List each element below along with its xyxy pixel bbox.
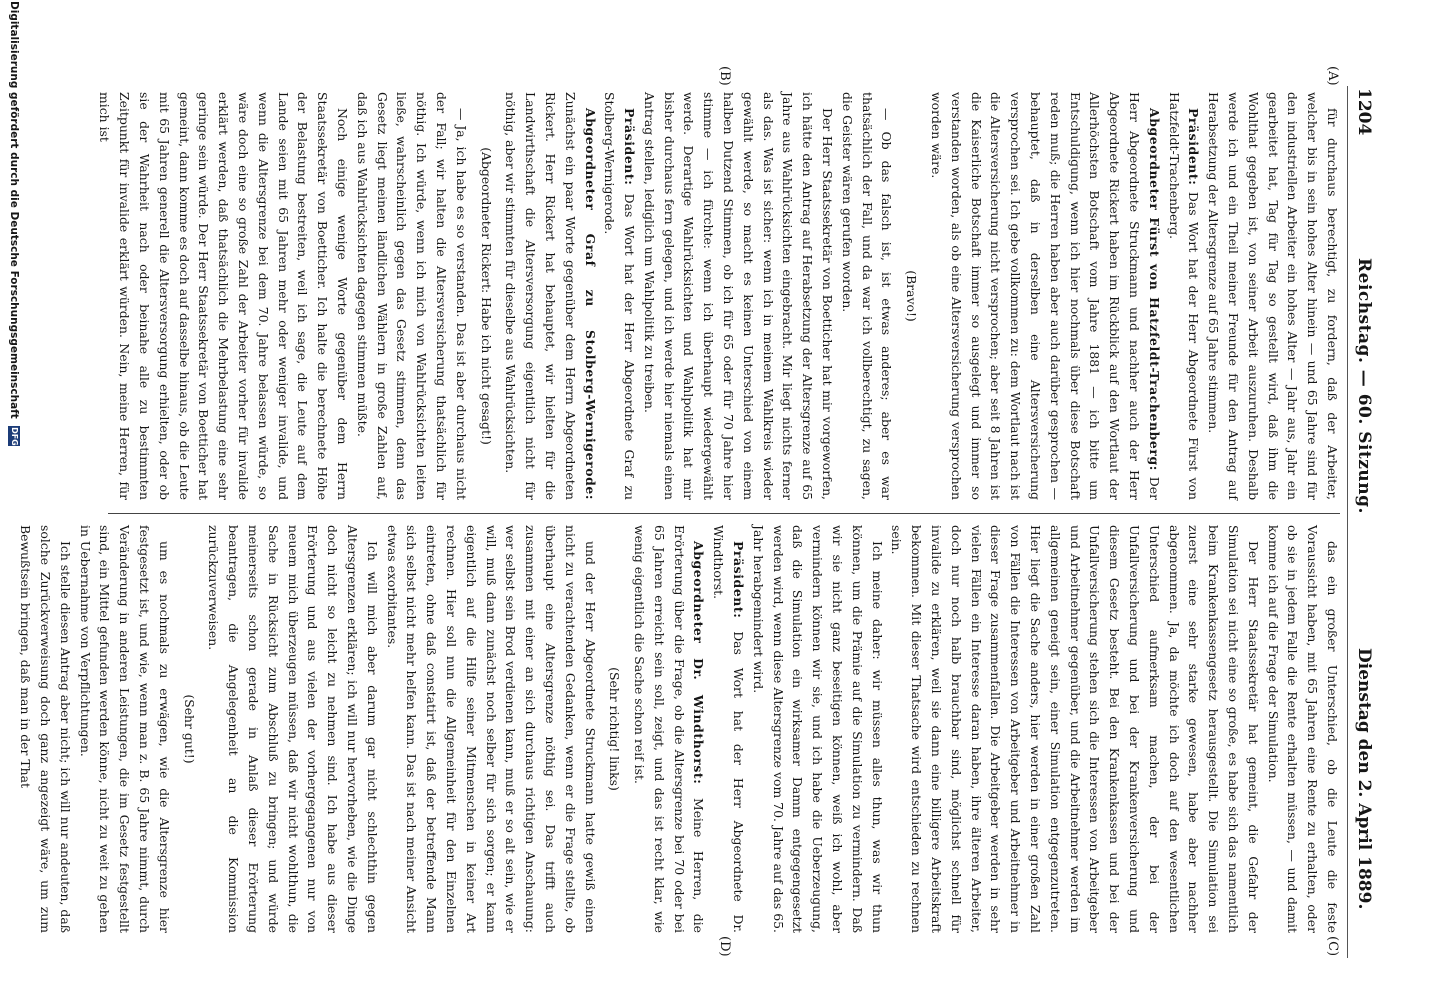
interjection: (Sehr richtig! links) (607, 667, 623, 791)
page-title: Reichstag. — 60. Sitzung. (1354, 258, 1374, 514)
footer-text: Digitalisierung gefördert durch die Deutsche Forschungsgemeinschaft (8, 1, 20, 419)
speech-paragraph (1164, 92, 1204, 500)
speech-text: Meine Herren, die Erörterung über die Frage, ob die Altersgrenze bei 70 oder bei 65 Jahren erreicht sein soll, zeigt, und das ist recht klar, wie wenig eigentlich die Sache schon reif ist. (632, 525, 707, 933)
speaker-name: Abgeordneter Dr. Windthorst: (691, 541, 707, 785)
speech-paragraph (501, 92, 600, 500)
session-date: Dienstag den 2. April 1889. (1354, 648, 1374, 910)
speech-paragraph (600, 92, 640, 500)
margin-mark-a: (A) (1325, 66, 1340, 86)
interjection: (Bravo!) (904, 270, 920, 322)
speaker-name: Abgeordneter Fürst von Hatzfeldt-Trachenberg: (1146, 108, 1162, 471)
speaker-name: Präsident: (1186, 108, 1202, 186)
body-paragraph: und der Herr Abgeordnete Struckmann hatte gewiß einen nicht zu verachtenden Gedanken, wenn er die Frage stellte, ob überhaupt eine Altersgrenze nöthig sei. Das trifft auch zusammen mit einer an sich durchaus richtigen Anschauung: wer selbst sein Brod verdienen kann, muß er so alt sein, wie er will, muß dann zunächst noch selber für sich sorgen; er kann eigentlich auf die Hilfe seiner Mitmenschen in keiner Art rechnen. Hier soll nun die Allgemeinheit für den Einzelnen eintreten, ohne daß constatirt ist, daß der betreffende Mann sich selbst nicht mehr helfen kann. Das ist nach meiner Ansicht etwas exorbitantes. (384, 525, 598, 933)
body-paragraph: das ein großer Unterschied, ob die Leute die feste Voraussicht haben, mit 65 Jahren eine Rente zu erhalten, oder ob sie in jedem Falle die Rente erhalten müssen, — und damit komme ich auf die Frage der Simulation. (1265, 525, 1340, 933)
speech-text: Das Wort hat der Herr Abgeordnete Graf zu Stolberg-Wernigerode. (602, 92, 638, 500)
speech-paragraph (926, 92, 1164, 500)
body-paragraph: — Ja, ich habe es so verstanden. Das ist aber durchaus nicht der Fall; wir halten die Altersversicherung thatsächlich für nöthig. Ich würde, wenn ich mich von Wahlrücksichten leiten ließe, wahrscheinlich gegen das Gesetz stimmen, denn das Gesetz liegt meinen ländlichen Wählern in große Zahlen auf, daß ich aus Wahlrücksichten dagegen stimmen müßte. (354, 92, 469, 500)
margin-mark-d: (D) (717, 936, 732, 957)
speech-paragraph (709, 525, 749, 933)
body-paragraph: für durchaus berechtigt, zu fordern, daß der Arbeiter, welcher bis in sein hohes Alter hinein — und 65 Jahre sind für den industriellen Arbeiter ein hohes Alter — Jahr aus, Jahr ein gearbeitet hat, Tag für Tag so gestellt wird, daß ihm die Wohlthat gegeben ist, von seiner Arbeit auszuruhen. Deshalb werde ich und ein Theil meiner Freunde für den Antrag auf Herabsetzung der Altersgrenze auf 65 Jahre stimmen. (1206, 92, 1340, 500)
left-column (97, 92, 1342, 500)
speaker-name: Präsident: (731, 541, 747, 619)
body-paragraph: Ich stelle diesen Antrag aber nicht; ich will nur andeuten, daß solche Zurückverweisung doch ganz angezeigt wäre, um zum Bewußtsein bringen, daß man in der That (18, 525, 73, 933)
body-paragraph: um es nochmals zu erwägen, wie die Altersgrenze hier festgesetzt ist, und wie, wenn man z. B. 65 Jahre nimmt, durch Veränderung in anderen Leistungen, die im Gesetz festgestellt sind, ein Mittel gefunden werden könne, nicht zu weit zu gehen in Uebernahme von Verpflichtungen. (77, 525, 172, 933)
speaker-name: Abgeordneter Graf zu Stolberg-Wernigerode: (582, 108, 598, 500)
speech-text: Der Herr Abgeordnete Struckmann und nachher auch der Herr Abgeordnete Rickert haben im Rückblick auf den Wortlaut der Allerhöchsten Botschaft vom Jahre 1881 — ich bitte um Entschuldigung, wenn ich hier nochmals über diese Botschaft reden muß; die Herren haben aber auch darüber gesprochen — behauptet, daß in derselben eine Altersversicherung versprochen sei. Ich gebe vollkommen zu: dem Wortlaut nach ist die Altersversicherung nicht versprochen; aber seit 8 Jahren ist die Kaiserliche Botschaft immer so ausgelegt und immer so verstanden worden, als ob eine Altersversicherung versprochen worden wäre. (929, 92, 1162, 500)
speaker-name: Präsident: (622, 108, 638, 186)
body-paragraph: Der Herr Staatssekretär hat gemeint, die Gefahr der Simulation sei nicht eine so große, es habe sich das namentlich beim Krankenkassengesetz herausgestellt. Die Simulation sei zuerst eine sehr starke gewesen, habe aber nachher abgenommen. Ja, da möchte ich doch auf den wesentlichen Unterschied aufmerksam machen, der bei der Unfallversicherung und bei der Krankenversicherung und diesem Gesetz besteht. Bei den Krankenkassen und bei der Unfallversicherung stehen sich die Interessen von Arbeitgeber und Arbeitnehmer gegenüber, und die Arbeitnehmer werden im allgemeinen geneigt sein, einer Simulation entgegenzutreten. Hier liegt die Sache anders, hier werden in einer großen Zahl von Fällen die Interessen von Arbeitgeber und Arbeitnehmer in dieser Frage zusammenfallen. Die Arbeitgeber werden in sehr vielen Fällen ein Interesse daran haben, ihre älteren Arbeiter, doch nur noch halb brauchbar sind, möglichst schnell für invalide zu erklären, weil sie dann eine billigere Arbeitskraft bekommen. Mit dieser Thatsache wird entschieden zu rechnen sein. (889, 525, 1261, 933)
body-paragraph: — Ob das falsch ist, ist etwas anderes; aber es war thatsächlich der Fall, und da war ich vollberechtigt, zu sagen, die Geister wären gerufen worden. (839, 92, 895, 500)
body-paragraph: Noch einige wenige Worte gegenüber dem Herrn Staatssekretär von Boetticher. Ich halte die berechnete Höhe der Belastung bestreiten, weil ich sage, die Leute auf dem Lande seien mit 65 Jahren mehr oder weniger invalide, und wenn die Altersgrenze bei dem 70. Jahre belassen würde, so wäre doch eine so große Zahl der Arbeiter vorher für invalide erklärt werden, daß thatsächlich die Mehrbelastung eine sehr geringe sein würde. Der Herr Staatssekretär von Boetticher hat gemeint, dann komme es doch auf dasselbe hinaus, ob die Leute mit 65 Jahren generell die Altersversorgung erhielten, oder ob sie der Wahrheit nach oder beinahe alle zu bestimmten Zeitpunkt für invalide erklärt würden. Nein, meine Herren, für mich ist (97, 92, 350, 500)
footer-note (2, 1, 20, 997)
body-paragraph: Ich meine daher: wir müssen alles thun, was wir thun können, um die Prämie auf die Simulation zu vermindern. Daß wir sie nicht ganz beseitigen können, weiß ich wohl, aber vermindern können wir sie, und ich habe die Ueberzeugung, daß die Simulation ein wirksamer Damm entgegengesetzt werden wird, wenn diese Altersgrenze vom 70. Jahre auf das 65. Jahr herabgemindert wird. (750, 525, 885, 933)
speech-text: Zunächst ein paar Worte gegenüber dem Herrn Abgeordneten Rickert. Herr Rickert hat behauptet, wir hielten für die Landwirthschaft die Altersversorgung eigentlich nicht für nöthig, aber wir stimmten für dieselbe aus Wahlrücksichten. (503, 92, 578, 500)
header-rule (1347, 86, 1348, 958)
margin-mark-c: (C) (1325, 936, 1340, 957)
margin-mark-b: (B) (717, 66, 732, 86)
interjection: (Abgeordneter Rickert: Habe ich nicht gesagt!) (478, 147, 494, 445)
right-column (18, 525, 1342, 933)
speech-text: Das Wort hat der Herr Abgeordnete Dr. Windthorst. (711, 525, 747, 933)
column-divider (108, 513, 1340, 514)
speech-text: Das Wort hat der Herr Abgeordnete Fürst von Hatzfeldt-Trachenberg. (1166, 92, 1202, 500)
dfg-logo: DFG (10, 427, 19, 446)
body-paragraph: Der Herr Staatssekretär von Boetticher hat mir vorgeworfen, ich hätte den Antrag auf Herabsetzung der Altersgrenze auf 65 Jahre aus Wahlrücksichten eingebracht. Mir liegt nichts ferner als das. Was ist sicher: wenn ich in meinem Wahlkreis wieder gewählt werde, so macht es keinen Unterschied von einem halben Dutzend Stimmen, ob ich für 65 oder für 70 Jahre hier stimme — ich fürchte: wenn ich überhaupt wiedergewählt werde. Derartige Wahlrücksichten und Wahlpolitik hat mir bisher durchaus fern gelegen, und ich werde hier niemals einen Antrag stellen, lediglich um Wahlpolitik zu treiben. (641, 92, 836, 500)
page-number: 1204 (1354, 88, 1374, 136)
speech-paragraph (629, 525, 708, 933)
interjection: (Sehr gut!) (181, 694, 197, 764)
body-paragraph: Ich will mich aber darum gar nicht schlechthin gegen Altersgrenzen erklären; ich will nur hervorheben, wie die Dinge doch nicht so leicht zu nehmen sind. Ich habe aus dieser Erörterung und aus vielen der vorhergegangenen nur von neuem mich überzeugen müssen, daß wir nicht wohlthun, die Sache in Rücksicht zum Abschluß zu bringen; und würde meinerseits schon gerade in Anlaß dieser Erörterung beantragen, die Angelegenheit an die Kommission zurückzuverweisen. (206, 525, 380, 933)
page-header (1344, 88, 1374, 928)
